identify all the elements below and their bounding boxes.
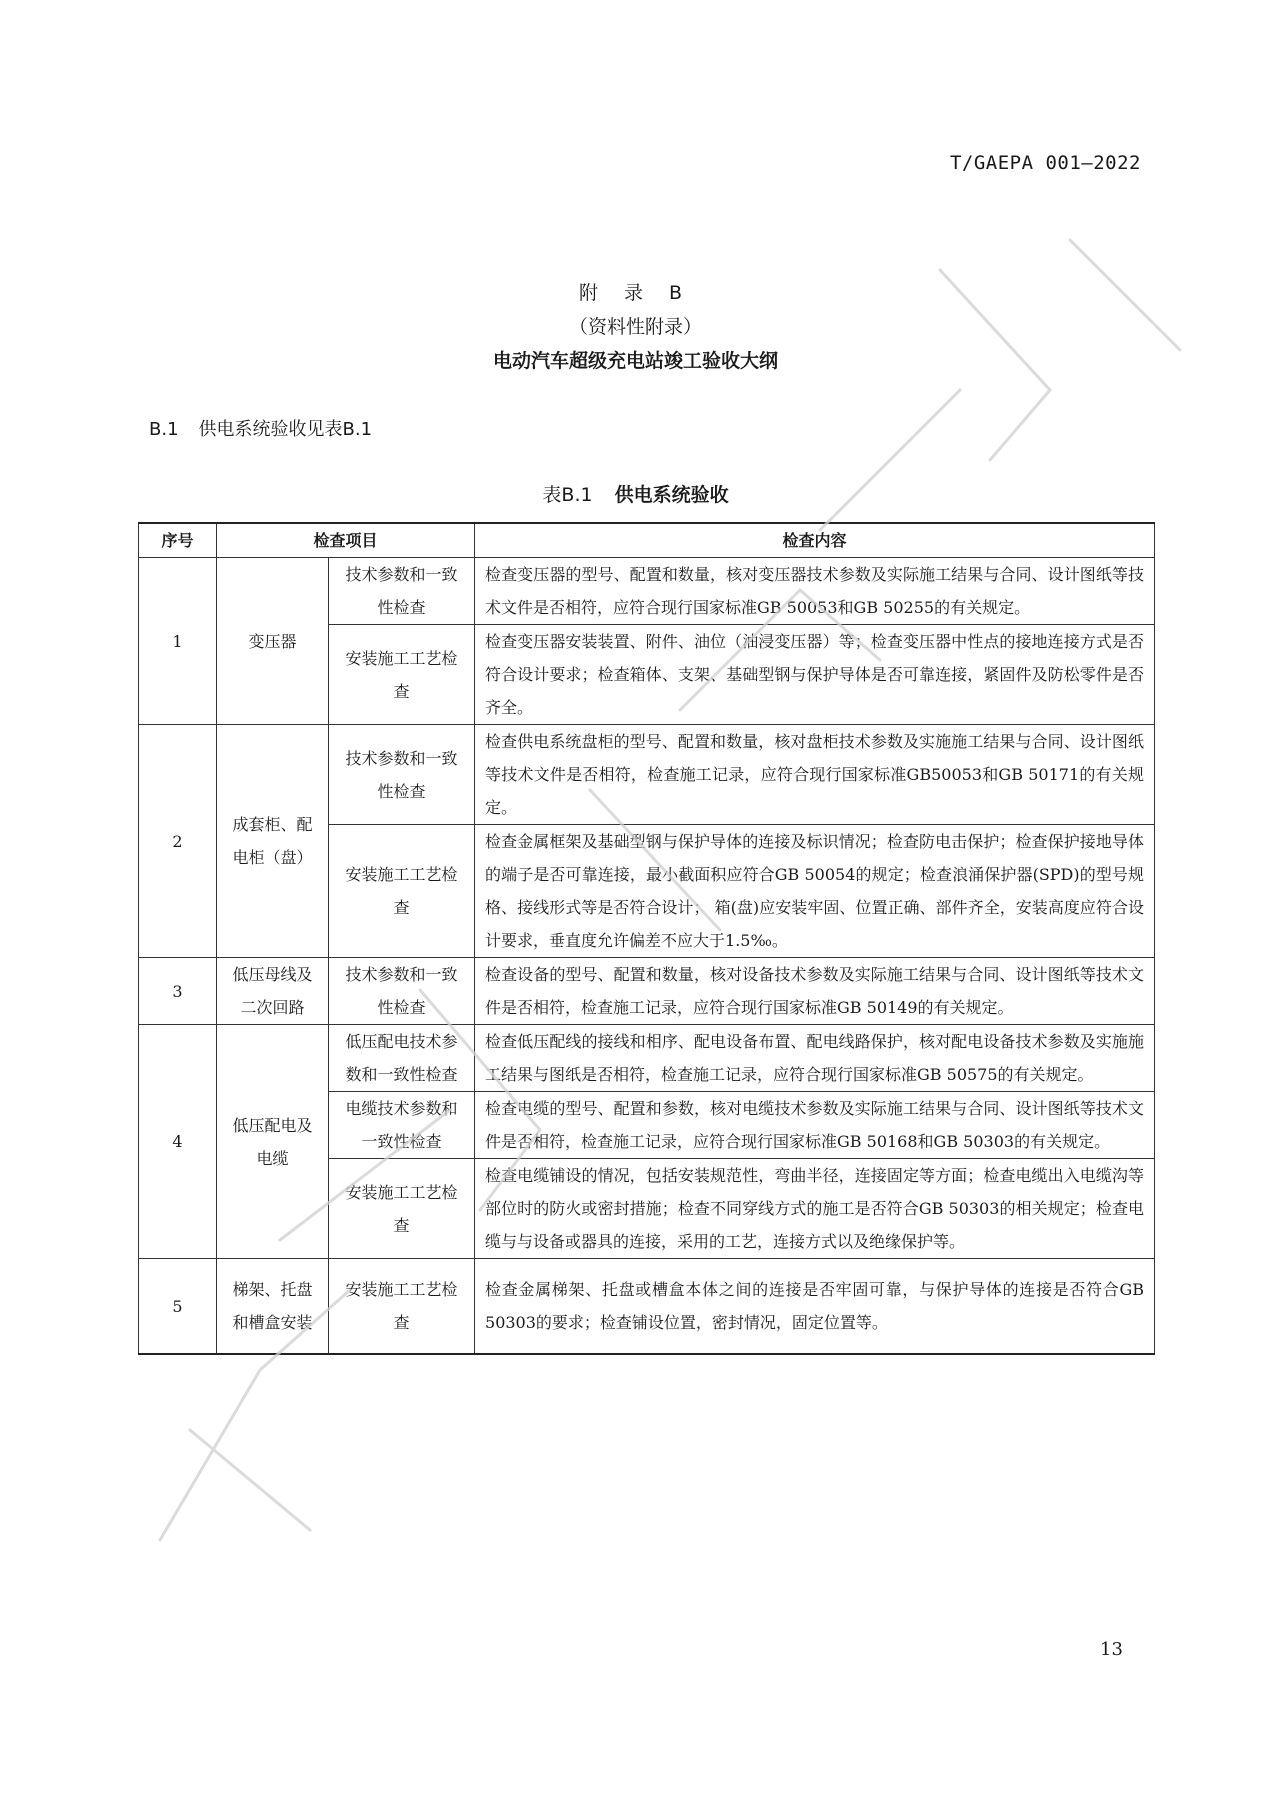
row-number: 5 xyxy=(139,1259,217,1355)
check-content: 检查金属框架及基础型钢与保护导体的连接及标识情况；检查防电击保护；检查保护接地导体的端子是否可靠连接，最小截面积应符合GB 50054的规定；检查浪涌保护器(SPD)的型号规格、接线形式等是否符合设计； 箱(盘)应安装牢固、位置正确、部件齐全，安装高度应符合设计要求，垂直度允许偏差不应大于1.5‰。 xyxy=(475,825,1155,958)
table-row xyxy=(139,1259,1155,1355)
acceptance-table xyxy=(138,522,1155,1355)
header-no: 序号 xyxy=(139,523,217,558)
check-content: 检查金属梯架、托盘或槽盒本体之间的连接是否牢固可靠，与保护导体的连接是否符合GB 50303的要求；检查铺设位置，密封情况，固定位置等。 xyxy=(475,1259,1155,1355)
section-number: B.1 xyxy=(149,419,179,440)
row-number: 3 xyxy=(139,958,217,1025)
table-header-row xyxy=(139,523,1155,558)
check-content: 检查变压器的型号、配置和数量，核对变压器技术参数及实际施工结果与合同、设计图纸等技术文件是否相符，应符合现行国家标准GB 50053和GB 50255的有关规定。 xyxy=(475,558,1155,625)
check-object: 成套柜、配电柜（盘） xyxy=(217,725,329,958)
table-row xyxy=(139,558,1155,625)
check-content: 检查电缆铺设的情况，包括安装规范性，弯曲半径，连接固定等方面；检查电缆出入电缆沟等部位时的防火或密封措施；检查不同穿线方式的施工是否符合GB 50303的相关规定；检查电缆与与设备或器具的连接，采用的工艺，连接方式以及绝缘保护等。 xyxy=(475,1159,1155,1259)
check-item: 技术参数和一致性检查 xyxy=(329,958,475,1025)
appendix-title: 电动汽车超级充电站竣工验收大纲 xyxy=(492,350,778,372)
table-caption-title: 供电系统验收 xyxy=(614,484,729,506)
header-item: 检查项目 xyxy=(217,523,475,558)
check-content: 检查电缆的型号、配置和参数，核对电缆技术参数及实际施工结果与合同、设计图纸等技术文件是否相符，检查施工记录，应符合现行国家标准GB 50168和GB 50303的有关规定。 xyxy=(475,1092,1155,1159)
check-content: 检查供电系统盘柜的型号、配置和数量，核对盘柜技术参数及实施施工结果与合同、设计图纸等技术文件是否相符，检查施工记录，应符合现行国家标准GB50053和GB 50171的有关规定。 xyxy=(475,725,1155,825)
check-item: 电缆技术参数和一致性检查 xyxy=(329,1092,475,1159)
appendix-label: 附 录 B xyxy=(578,282,693,304)
page-number: 13 xyxy=(1100,1639,1123,1660)
table-row xyxy=(139,1025,1155,1092)
table-row xyxy=(139,958,1155,1025)
row-number: 1 xyxy=(139,558,217,725)
table-row xyxy=(139,725,1155,825)
check-content: 检查设备的型号、配置和数量，核对设备技术参数及实际施工结果与合同、设计图纸等技术文件是否相符，检查施工记录，应符合现行国家标准GB 50149的有关规定。 xyxy=(475,958,1155,1025)
row-number: 4 xyxy=(139,1025,217,1259)
check-object: 低压配电及电缆 xyxy=(217,1025,329,1259)
check-item: 低压配电技术参数和一致性检查 xyxy=(329,1025,475,1092)
table-caption xyxy=(0,480,1271,507)
check-object: 低压母线及二次回路 xyxy=(217,958,329,1025)
check-item: 技术参数和一致性检查 xyxy=(329,725,475,825)
section-heading xyxy=(149,415,372,441)
check-item: 技术参数和一致性检查 xyxy=(329,558,475,625)
check-item: 安装施工工艺检查 xyxy=(329,825,475,958)
check-item: 安装施工工艺检查 xyxy=(329,1159,475,1259)
check-object: 梯架、托盘和槽盒安装 xyxy=(217,1259,329,1355)
check-item: 安装施工工艺检查 xyxy=(329,625,475,725)
check-object: 变压器 xyxy=(217,558,329,725)
section-title: 供电系统验收见表B.1 xyxy=(198,419,373,440)
check-content: 检查变压器安装装置、附件、油位（油浸变压器）等；检查变压器中性点的接地连接方式是否符合设计要求；检查箱体、支架、基础型钢与保护导体是否可靠连接，紧固件及防松零件是否齐全。 xyxy=(475,625,1155,725)
header-content: 检查内容 xyxy=(475,523,1155,558)
standard-code: T/GAEPA 001—2022 xyxy=(949,152,1141,174)
check-item: 安装施工工艺检查 xyxy=(329,1259,475,1355)
row-number: 2 xyxy=(139,725,217,958)
appendix-nature: （资料性附录） xyxy=(568,316,702,338)
table-caption-number: 表B.1 xyxy=(542,484,593,506)
check-content: 检查低压配线的接线和相序、配电设备布置、配电线路保护，核对配电设备技术参数及实施施工结果与图纸是否相符，检查施工记录，应符合现行国家标准GB 50575的有关规定。 xyxy=(475,1025,1155,1092)
